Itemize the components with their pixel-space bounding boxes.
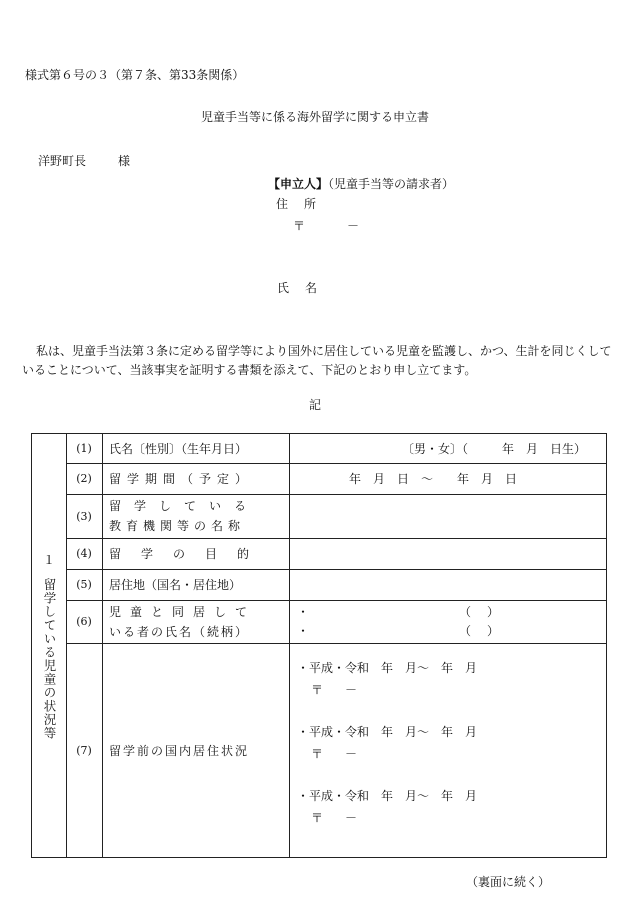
row-2-label: [102, 463, 289, 494]
addressee-suffix: 様: [118, 154, 131, 168]
continued-note: （裏面に続く）: [466, 875, 551, 889]
applicant-heading-note: （児童手当等の請求者）: [328, 177, 455, 191]
birthdate-field: 年 月 日生）: [502, 442, 587, 456]
cohabitant-bullet-1: ・: [297, 604, 310, 619]
row-6-label-line2: いる者の氏名（続柄）: [109, 624, 250, 639]
study-period-field: 年 月 日 ～ 年 月 日: [349, 472, 518, 486]
applicant-postal: [293, 217, 359, 234]
row-4-label-text: 留学の目的: [109, 547, 270, 561]
relation-paren-open-1: （: [459, 604, 472, 619]
prior-period-2: ・平成・令和 年 月～ 年 月: [297, 725, 478, 739]
postal-mark: 〒: [293, 219, 306, 233]
addressee-name: 洋野町長: [38, 154, 87, 168]
ki-label: 記: [308, 398, 321, 412]
row-5-number: (5): [76, 578, 92, 591]
statement-text: 私は、児童手当法第３条に定める留学等により国外に居住している児童を監護し、かつ、生計を同じくしていることについて、当該事実を証明する書類を添えて、下記のとおり申し立てます。: [22, 344, 612, 377]
prior-postal-2: [297, 743, 477, 765]
prior-postal-dash-3: －: [345, 811, 358, 825]
row-6-label: [102, 600, 289, 643]
gender-choice: 〔男・女〕（: [402, 442, 469, 456]
cohabitant-line-2: [289, 622, 606, 641]
row-7-number: (7): [76, 743, 92, 757]
prior-residence-entry-2: [297, 721, 477, 765]
relation-paren-close-1: ）: [487, 604, 500, 619]
row-1-number: (1): [76, 442, 92, 455]
row-1-label: 氏名〔性別〕（生年月日）: [109, 442, 248, 456]
form-number: 様式第６号の３（第７条、第33条関係）: [25, 68, 245, 82]
section-title: 留学している児童の状況等: [42, 578, 57, 740]
row-2-value: [289, 463, 606, 494]
row-7-label: [102, 643, 289, 857]
prior-postal-1: [297, 679, 477, 701]
row-2-number: (2): [76, 472, 92, 485]
child-status-table: [31, 433, 607, 858]
prior-residence-entry-1: [297, 657, 477, 701]
row-6-label-line1: 児童と同居して: [109, 604, 257, 619]
row-6-number: (6): [76, 615, 92, 628]
prior-postal-mark-3: 〒: [311, 811, 324, 825]
row-1-value: [289, 434, 606, 463]
row-4-number: (4): [76, 547, 92, 560]
prior-postal-3: [297, 807, 477, 829]
prior-postal-dash-2: －: [345, 747, 358, 761]
address-label: 住 所: [276, 197, 319, 211]
row-3-label: [102, 494, 289, 538]
name-label: 氏 名: [277, 281, 320, 295]
prior-residence-entry-3: [297, 785, 477, 829]
row-3-label-line1: 留学している: [109, 499, 260, 513]
row-4-label: [102, 538, 289, 569]
prior-period-3: ・平成・令和 年 月～ 年 月: [297, 789, 478, 803]
relation-paren-close-2: ）: [487, 623, 500, 638]
row-3-number: (3): [76, 509, 92, 523]
prior-postal-dash-1: －: [345, 683, 358, 697]
document-title: 児童手当等に係る海外留学に関する申立書: [200, 110, 429, 124]
relation-paren-open-2: （: [459, 623, 472, 638]
row-6-value: [289, 600, 606, 643]
prior-period-1: ・平成・令和 年 月～ 年 月: [297, 661, 478, 675]
row-5-label: 居住地（国名・居住地）: [109, 578, 242, 592]
row-7-label-text: 留学前の国内居住状況: [109, 743, 250, 758]
applicant-heading-bold: 【申立人】: [268, 177, 329, 191]
applicant-heading: [268, 175, 454, 192]
addressee: [38, 152, 130, 169]
row-2-label-text: 留学期間（予定）: [109, 472, 254, 486]
section-label: [32, 434, 66, 857]
postal-dash: －: [347, 219, 360, 233]
prior-postal-mark-1: 〒: [311, 683, 324, 697]
row-3-label-line2: 教育機関等の名称: [109, 519, 246, 533]
prior-postal-mark-2: 〒: [311, 747, 324, 761]
section-number: １: [42, 553, 55, 567]
cohabitant-bullet-2: ・: [297, 623, 310, 638]
cohabitant-line-1: [289, 603, 606, 622]
